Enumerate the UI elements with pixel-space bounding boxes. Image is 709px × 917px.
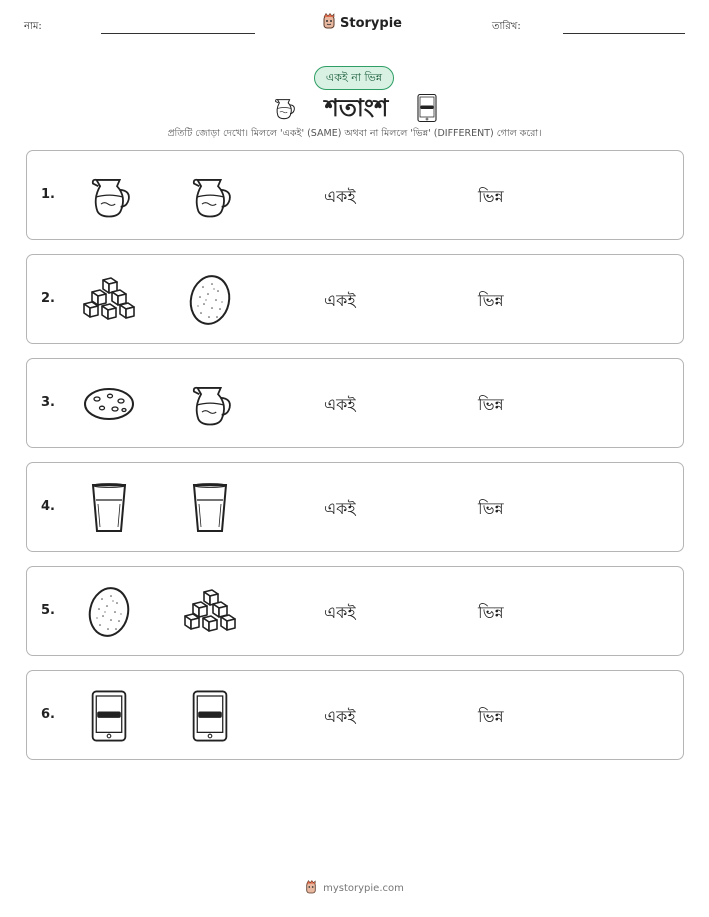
exercise-card [26,670,684,760]
storypie-logo-icon [322,13,336,33]
exercise-card [26,566,684,656]
storypie-logo-icon [305,880,317,897]
item-number: 3. [41,395,55,410]
brand-logo [322,13,402,33]
exercise-card [26,358,684,448]
potato-icon [81,585,137,639]
tablet-icon [81,689,137,743]
option-same[interactable]: একই [324,291,356,310]
option-different[interactable]: ভিন্ন [478,603,504,622]
option-same[interactable]: একই [324,603,356,622]
sugar-cubes-icon [182,585,238,639]
footer-url: mystorypie.com [323,883,404,894]
exercise-card [26,254,684,344]
jug-icon [81,169,137,223]
tablet-icon [416,93,438,127]
instructions: প্রতিটি জোড়া দেখো। মিললে 'একই' (SAME) অথবা না মিললে 'ভিন্ন' (DIFFERENT) গোল করো। [167,128,542,139]
name-field[interactable] [101,33,255,34]
page-title: শতাংশ [324,94,389,122]
jug-icon [182,169,238,223]
date-label: তারিখ: [492,21,521,32]
item-number: 6. [41,707,55,722]
tablet-icon [182,689,238,743]
cookie-icon [81,377,137,431]
exercise-card [26,462,684,552]
item-number: 4. [41,499,55,514]
option-same[interactable]: একই [324,707,356,726]
category-badge: একই না ভিন্ন [314,66,394,90]
option-different[interactable]: ভিন্ন [478,187,504,206]
option-same[interactable]: একই [324,187,356,206]
brand-name: Storypie [340,15,402,31]
footer [0,880,709,897]
jug-icon [271,95,297,125]
item-number: 1. [41,187,55,202]
glass-icon [182,481,238,535]
exercise-card [26,150,684,240]
item-number: 2. [41,291,55,306]
potato-icon [182,273,238,327]
option-different[interactable]: ভিন্ন [478,291,504,310]
glass-icon [81,481,137,535]
date-field[interactable] [563,33,685,34]
title-row [0,90,709,130]
option-same[interactable]: একই [324,395,356,414]
sugar-cubes-icon [81,273,137,327]
option-different[interactable]: ভিন্ন [478,499,504,518]
option-same[interactable]: একই [324,499,356,518]
option-different[interactable]: ভিন্ন [478,395,504,414]
jug-icon [182,377,238,431]
item-number: 5. [41,603,55,618]
option-different[interactable]: ভিন্ন [478,707,504,726]
name-label: নাম: [24,21,42,32]
